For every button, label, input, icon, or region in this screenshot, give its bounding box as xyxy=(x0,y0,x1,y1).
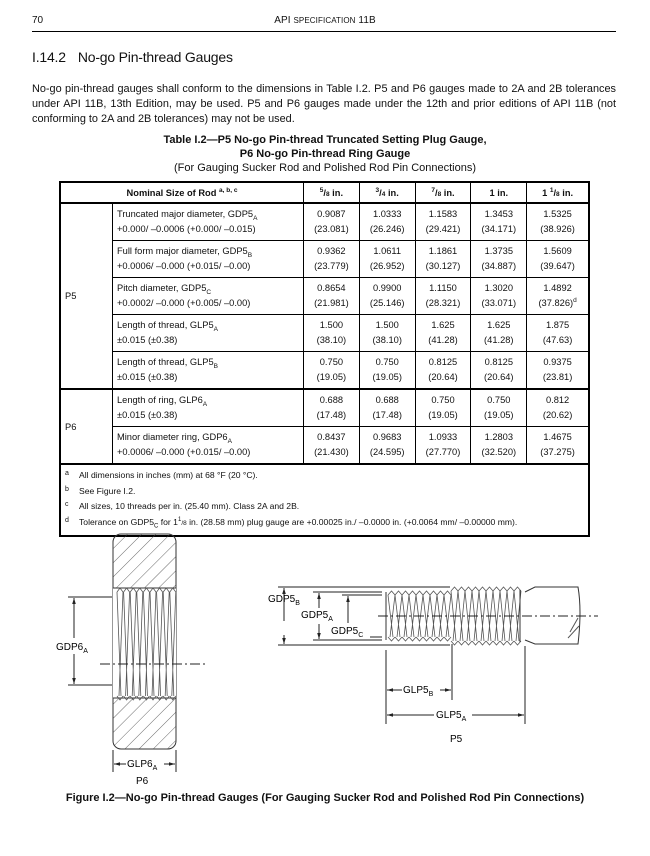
value-mm: (38.10) xyxy=(316,335,347,345)
value-cell xyxy=(359,241,415,278)
value-cell xyxy=(527,278,589,315)
value-mm: (38.926) xyxy=(540,224,575,234)
table-row xyxy=(60,315,589,352)
value-inches: 0.9087 xyxy=(317,209,346,219)
footnote-b xyxy=(65,484,584,500)
size-header-0: $^5$/8 in. xyxy=(304,182,360,203)
dimension-name: Length of thread, GLP5 xyxy=(117,357,214,367)
value-mm: (28.321) xyxy=(425,298,461,308)
gdp5a-label: $GDP5_A$ xyxy=(301,610,333,623)
footnote-mark: a xyxy=(65,470,69,477)
value-cell xyxy=(527,352,589,390)
value-cell xyxy=(359,315,415,352)
table-title-line3: (For Gauging Sucker Rod and Polished Rod Pin Connections) xyxy=(173,162,477,174)
value-inches: 1.3735 xyxy=(484,246,513,256)
value-cell xyxy=(415,389,471,427)
section-number: I.14.2 xyxy=(32,49,66,65)
value-mm: (17.48) xyxy=(372,410,402,420)
value-inches: 0.8654 xyxy=(317,283,346,293)
value-cell xyxy=(304,278,360,315)
value-inches: 1.625 xyxy=(431,320,455,330)
footnote-mark: b xyxy=(65,485,69,493)
value-mm: (23.779) xyxy=(314,261,349,271)
value-mm: (27.770) xyxy=(425,447,461,457)
dimension-name: Length of ring, GLP6 xyxy=(117,395,203,405)
value-inches: 1.3020 xyxy=(484,283,513,293)
tolerance: ±0.015 (±0.38) xyxy=(117,335,178,345)
dimension-subscript: B xyxy=(213,362,218,370)
value-inches: 1.1861 xyxy=(428,246,458,256)
p6-label: P6 xyxy=(136,776,149,787)
dimension-subscript: A xyxy=(227,437,232,445)
footnote-text: All dimensions in inches (mm) at 68 °F (20 °C). xyxy=(79,470,258,480)
figure-caption: Figure I.2—No-go Pin-thread Gauges (For Gauging Sucker Rod and Polished Rod Pin Connections) xyxy=(65,792,585,804)
section-paragraph: No-go pin-thread gauges shall conform to the dimensions in Table I.2. P5 and P6 gauges made to 2A and 2B tolerances under API 11B, 13th Edition, may be used. P5 and P6 gauges made under the 12th and prior editions of API 11B (not conforming to 2A and 2B tolerances) may not be used. xyxy=(32,83,616,125)
table-header-row xyxy=(60,182,589,203)
value-mm: (19.05) xyxy=(372,372,402,382)
table-title-line1: Table I.2—P5 No-go Pin-thread Truncated Setting Plug Gauge, xyxy=(163,134,487,146)
value-cell xyxy=(471,352,527,390)
value-inches: 1.625 xyxy=(487,320,511,330)
dimension-name: Truncated major diameter, GDP5 xyxy=(117,209,254,219)
value-cell xyxy=(359,203,415,241)
value-mm: (21.981) xyxy=(314,298,349,308)
value-mm: (41.28) xyxy=(484,335,514,345)
value-inches: 1.3453 xyxy=(484,209,513,219)
tolerance: +0.0006/ –0.000 (+0.015/ –0.00) xyxy=(117,447,251,457)
value-inches: 0.688 xyxy=(375,395,399,405)
dimension-description xyxy=(113,315,304,352)
dimension-name: Length of thread, GLP5 xyxy=(117,320,214,330)
value-inches: 0.688 xyxy=(319,395,344,405)
gdp5b-label: $GDP5_B$ xyxy=(268,594,300,607)
value-inches: 0.8437 xyxy=(317,432,346,442)
value-cell xyxy=(415,315,471,352)
value-cell xyxy=(359,427,415,465)
dimension-description xyxy=(113,241,304,278)
value-mm: (37.275) xyxy=(540,447,575,457)
value-inches: 1.0933 xyxy=(428,432,458,442)
value-mm: (47.63) xyxy=(542,335,573,345)
value-inches: 0.9900 xyxy=(372,283,402,293)
value-cell xyxy=(527,203,589,241)
dimension-name: Full form major diameter, GDP5 xyxy=(117,246,248,256)
value-inches: 0.9362 xyxy=(317,246,346,256)
header-suffix: 11B xyxy=(355,15,376,26)
dimension-description xyxy=(113,427,304,465)
spec-table xyxy=(59,181,590,537)
value-mm: (32.520) xyxy=(481,447,517,457)
dimension-description xyxy=(113,278,304,315)
page-number: 70 xyxy=(32,15,44,26)
value-mm: (21.430) xyxy=(314,447,349,457)
table-title-line2: P6 No-go Pin-thread Ring Gauge xyxy=(239,148,411,160)
dimension-subscript: A xyxy=(213,325,218,333)
header-notes: a, b, c xyxy=(219,186,238,194)
nominal-size-header xyxy=(60,182,304,203)
value-cell xyxy=(359,389,415,427)
value-mm: (20.64) xyxy=(484,372,514,382)
value-cell xyxy=(527,241,589,278)
value-inches: 0.9683 xyxy=(372,432,402,442)
value-cell xyxy=(304,315,360,352)
value-cell xyxy=(304,203,360,241)
dimension-description xyxy=(113,203,304,241)
value-inches: 1.5609 xyxy=(543,246,572,256)
value-inches: 1.0333 xyxy=(372,209,402,219)
dimension-subscript: B xyxy=(247,251,253,259)
value-inches: 0.812 xyxy=(545,395,570,405)
value-mm: (19.05) xyxy=(316,372,347,382)
value-mm: (25.146) xyxy=(369,298,405,308)
size-header-4: 1 $^1$/8 in. xyxy=(527,182,589,203)
value-cell xyxy=(359,278,415,315)
value-inches: 1.4892 xyxy=(543,283,572,293)
value-inches: 0.750 xyxy=(487,395,511,405)
glp5a-label: $GLP5_A$ xyxy=(436,710,467,723)
header-smallcaps: SPECIFICATION xyxy=(293,16,356,25)
dimension-name: Pitch diameter, GDP5 xyxy=(117,283,207,293)
dimension-subscript: C xyxy=(206,288,212,296)
value-mm: (17.48) xyxy=(316,410,347,420)
tolerance: ±0.015 (±0.38) xyxy=(117,410,178,420)
header-prefix: API xyxy=(274,15,294,26)
size-header-1: $^3$/4 in. xyxy=(359,182,415,203)
dimension-subscript: A xyxy=(202,400,208,408)
value-cell xyxy=(527,315,589,352)
value-mm: (39.647) xyxy=(540,261,575,271)
figure-i2 xyxy=(0,520,650,790)
dimension-description xyxy=(113,389,304,427)
value-cell xyxy=(471,315,527,352)
table-title xyxy=(0,133,650,175)
tolerance: ±0.015 (±0.38) xyxy=(117,372,178,382)
size-header-2: $^7$/8 in. xyxy=(415,182,471,203)
value-mm: (20.62) xyxy=(542,410,573,420)
value-mm: (26.246) xyxy=(369,224,405,234)
value-mm: (38.10) xyxy=(372,335,402,345)
footnote-mark: d xyxy=(65,516,69,524)
value-mm: (37.826) xyxy=(538,298,574,308)
p5-plug-gauge-drawing xyxy=(266,587,598,745)
group-label: P6 xyxy=(60,389,113,464)
value-mm: (30.127) xyxy=(425,261,461,271)
value-inches: 1.500 xyxy=(319,320,344,330)
dimension-description xyxy=(113,352,304,390)
value-inches: 1.1150 xyxy=(429,283,457,293)
table-row xyxy=(60,352,589,390)
p5-label: P5 xyxy=(450,734,463,745)
tolerance: +0.000/ –0.0006 (+0.000/ –0.015) xyxy=(117,224,256,234)
value-cell xyxy=(471,241,527,278)
value-cell xyxy=(471,427,527,465)
glp5b-label: $GLP5_B$ xyxy=(403,685,434,698)
footnote-mark: c xyxy=(65,501,69,508)
footnote-text: All sizes, 10 threads per in. (25.40 mm). Class 2A and 2B. xyxy=(79,501,300,511)
value-inches: 1.875 xyxy=(545,320,570,330)
value-mm: (29.421) xyxy=(425,224,461,234)
value-mm: (34.171) xyxy=(481,224,517,234)
note-ref: d xyxy=(573,296,577,304)
value-cell xyxy=(471,278,527,315)
value-inches: 1.1583 xyxy=(428,209,458,219)
value-mm: (19.05) xyxy=(484,410,514,420)
value-inches: 0.8125 xyxy=(484,357,513,367)
value-inches: 0.750 xyxy=(431,395,455,405)
value-cell xyxy=(359,352,415,390)
value-cell xyxy=(471,389,527,427)
value-mm: (19.05) xyxy=(428,410,458,420)
dimension-subscript: A xyxy=(253,214,258,222)
tolerance: +0.0002/ –0.000 (+0.005/ –0.00) xyxy=(117,298,251,308)
dimension-name: Minor diameter ring, GDP6 xyxy=(117,432,228,442)
value-inches: 0.750 xyxy=(375,357,399,367)
table-row xyxy=(60,278,589,315)
value-mm: (41.28) xyxy=(428,335,458,345)
value-cell xyxy=(415,241,471,278)
group-label: P5 xyxy=(60,203,113,389)
value-cell xyxy=(527,389,589,427)
value-inches: 1.5325 xyxy=(543,209,572,219)
footnote-text: See Figure I.2. xyxy=(79,485,136,496)
glp6a-label: $GLP6_A$ xyxy=(127,759,158,772)
gdp5c-label: $GDP5_C$ xyxy=(331,626,364,639)
value-mm: (26.952) xyxy=(369,261,405,271)
value-cell xyxy=(304,389,360,427)
value-cell xyxy=(415,203,471,241)
p6-ring-gauge-drawing xyxy=(52,534,205,787)
table-row xyxy=(60,203,589,241)
value-mm: (34.887) xyxy=(481,261,517,271)
section-heading xyxy=(32,49,233,65)
gdp6a-label: $GDP6_A$ xyxy=(56,642,88,655)
value-mm: (20.64) xyxy=(428,372,458,382)
value-cell xyxy=(415,278,471,315)
value-inches: 0.9375 xyxy=(543,357,572,367)
section-title: No-go Pin-thread Gauges xyxy=(77,49,233,65)
value-cell xyxy=(527,427,589,465)
value-inches: 1.500 xyxy=(375,320,399,330)
value-inches: 1.0611 xyxy=(373,246,402,256)
value-mm: (33.071) xyxy=(481,298,517,308)
tolerance: +0.0006/ –0.000 (+0.015/ –0.00) xyxy=(117,261,251,271)
value-cell xyxy=(415,352,471,390)
value-cell xyxy=(471,203,527,241)
header-rule xyxy=(32,31,616,32)
value-inches: 0.8125 xyxy=(428,357,458,367)
footnote-text: Tolerance on $GDP5_C$ for $1^1/8$ in. (28.58 mm) plug gauge are +0.00025 in./ –0.0000 in. (+0.0064 mm/ –0.00000 mm). xyxy=(79,516,518,530)
value-cell xyxy=(304,241,360,278)
value-cell xyxy=(415,427,471,465)
running-header xyxy=(0,15,650,26)
table-row xyxy=(60,389,589,427)
value-inches: 1.2803 xyxy=(484,432,513,442)
value-inches: 1.4675 xyxy=(543,432,572,442)
table-row xyxy=(60,427,589,465)
size-header-3: 1 in. xyxy=(471,182,527,203)
footnote-a xyxy=(65,468,584,484)
value-mm: (24.595) xyxy=(369,447,405,457)
table-row xyxy=(60,241,589,278)
value-inches: 0.750 xyxy=(319,357,344,367)
value-cell xyxy=(304,427,360,465)
value-mm: (23.81) xyxy=(542,372,573,382)
value-cell xyxy=(304,352,360,390)
nominal-size-label: Nominal Size of Rod xyxy=(126,187,217,198)
footnote-c xyxy=(65,499,584,515)
value-mm: (23.081) xyxy=(314,224,349,234)
